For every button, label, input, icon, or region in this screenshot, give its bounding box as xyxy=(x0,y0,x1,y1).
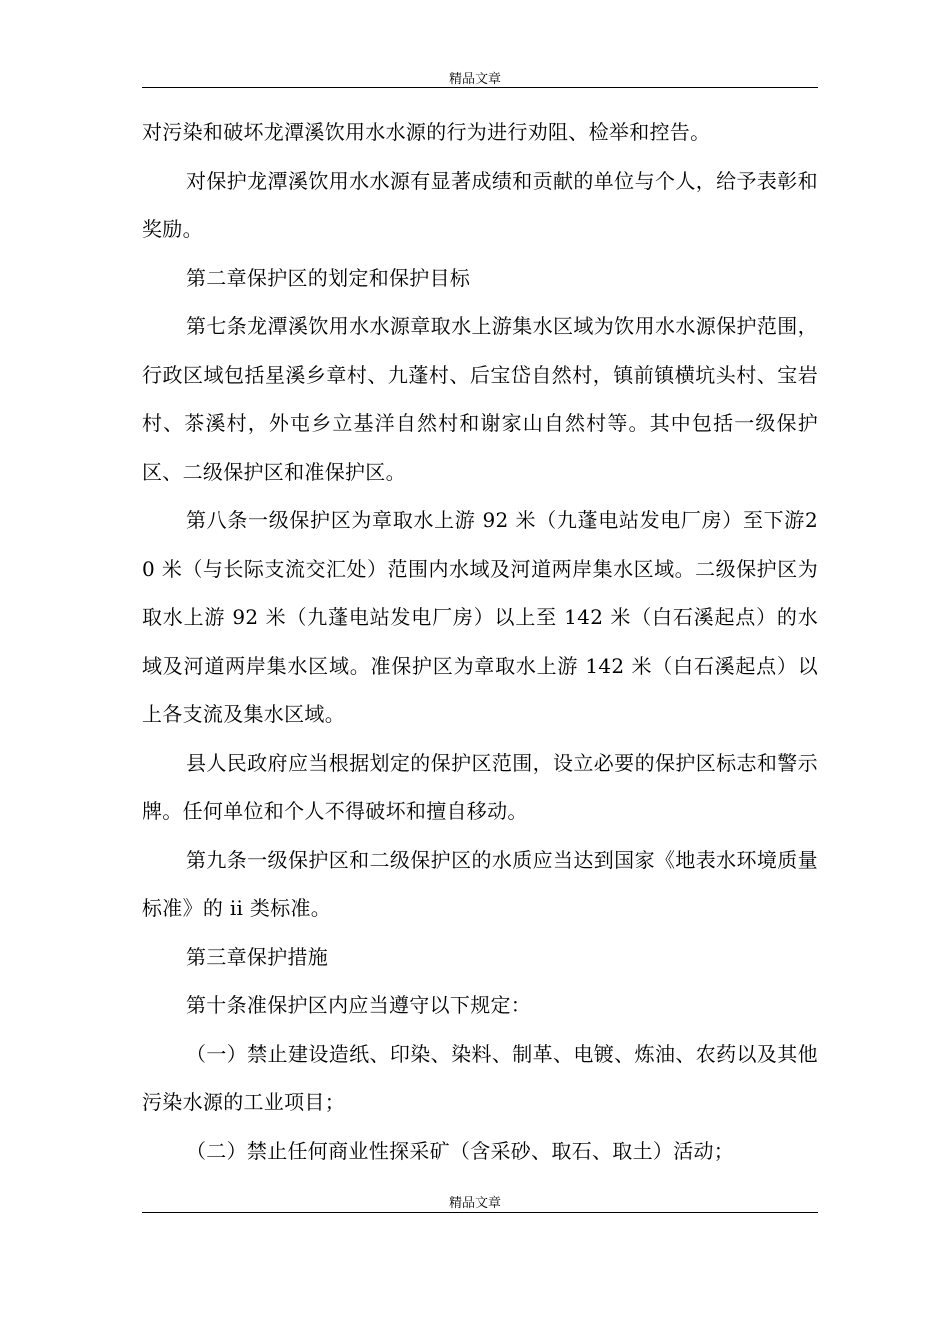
chapter-2-heading: 第二章保护区的划定和保护目标 xyxy=(186,265,471,290)
article-8: 第八条一级保护区为章取水上游 92 米（九蓬电站发电厂房）至下游20 米（与长际支流交汇处）范围内水域及河道两岸集水区域。二级保护区为取水上游 92 米（九蓬电站发电厂房）以上至 142 米（白石溪起点）的水域及河道两岸集水区域。准保护区为章取水上游 142 米（白石溪起点）以上各支流及集水区域。 xyxy=(142,508,818,726)
paragraph-signage: 县人民政府应当根据划定的保护区范围，设立必要的保护区标志和警示牌。任何单位和个人不得破坏和擅自移动。 xyxy=(142,750,818,823)
paragraph-1: 对污染和破坏龙潭溪饮用水水源的行为进行劝阻、检举和控告。 xyxy=(142,120,711,144)
page-footer-label: 精品文章 xyxy=(448,1196,501,1211)
paragraph-2: 对保护龙潭溪饮用水水源有显著成绩和贡献的单位与个人，给予表彰和奖励。 xyxy=(142,168,818,241)
article-10-item-2: （二）禁止任何商业性探采矿（含采砂、取石、取土）活动； xyxy=(186,1138,735,1163)
footer-divider xyxy=(142,1212,818,1213)
article-7: 第七条龙潭溪饮用水水源章取水上游集水区域为饮用水水源保护范围，行政区域包括星溪乡章村、九蓬村、后宝岱自然村，镇前镇横坑头村、宝岩村、茶溪村，外屯乡立基洋自然村和谢家山自然村等。其中包括一级保护区、二级保护区和准保护区。 xyxy=(142,314,818,484)
article-9: 第九条一级保护区和二级保护区的水质应当达到国家《地表水环境质量标准》的 ii 类标准。 xyxy=(142,847,818,920)
chapter-3-heading: 第三章保护措施 xyxy=(186,944,329,969)
header-divider xyxy=(142,87,818,88)
document-body xyxy=(142,108,818,1175)
article-10: 第十条准保护区内应当遵守以下规定： xyxy=(186,993,532,1017)
page-header-label: 精品文章 xyxy=(448,72,501,87)
article-10-item-1: （一）禁止建设造纸、印染、染料、制革、电镀、炼油、农药以及其他污染水源的工业项目； xyxy=(142,1041,818,1114)
